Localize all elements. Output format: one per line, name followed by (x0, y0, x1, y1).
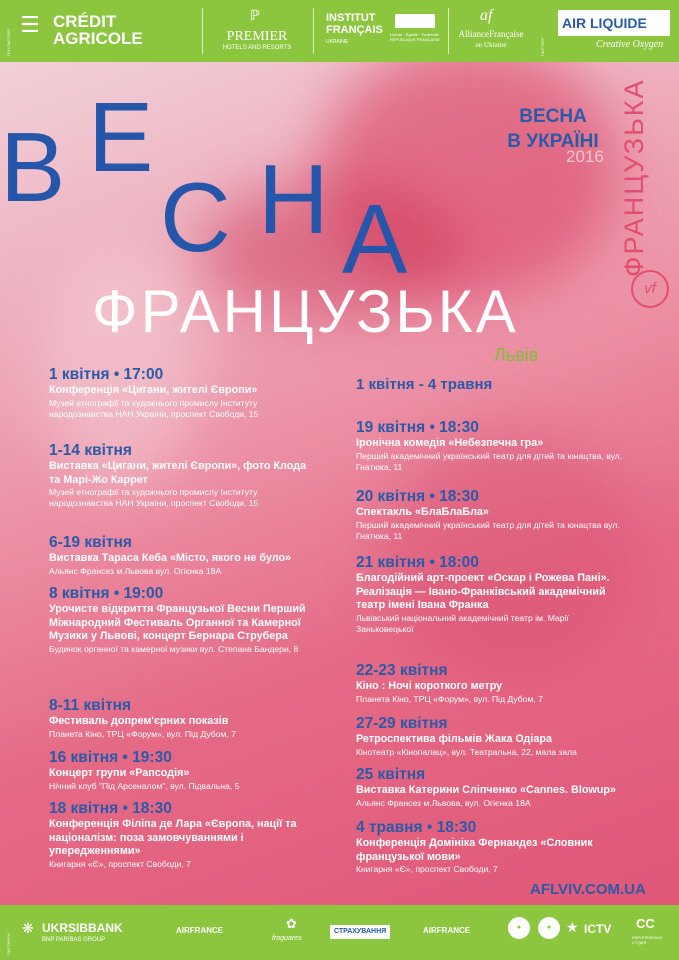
premier-icon: ℙ (250, 7, 260, 23)
event-date: 16 квітня • 19:30 (49, 749, 172, 766)
premier-logo: PREMIER (226, 29, 288, 44)
event-title: Концерт групи «Рапсодія» (49, 767, 190, 779)
top-sponsor-bar (0, 0, 679, 62)
event-item (49, 534, 319, 577)
event-item (356, 662, 646, 705)
ictv-logo: ICTV (584, 922, 612, 936)
event-title: Виставка «Цигани, жителі Європи», фото Клода та Марі-Жо Каррет (49, 460, 307, 486)
event-title: Спектакль «БлаБлаБла» (356, 506, 489, 518)
alliance-francaise-logo: AllianceFrançaise (458, 29, 524, 39)
website-link[interactable]: AFLVIV.COM.UA (530, 881, 646, 898)
event-place: Альянс Франсез м.Львова вул. Огієнка 18А (49, 565, 222, 576)
credit-agricole-logo: CRÉDIT AGRICOLE (53, 12, 143, 48)
event-date: 4 травня • 18:30 (356, 819, 477, 836)
alliance-sub: en Ukraine (475, 41, 507, 49)
event-title: Урочисте відкриття Французької Весни Перший Міжнародний Фестиваль Органної та Камерної Музики у Львові, концерт Бернара Струбера (49, 603, 306, 643)
separator (313, 8, 314, 54)
event-date: 27-29 квітня (356, 715, 448, 732)
froguares-logo: froguares (272, 935, 302, 942)
hero-letter-2: Е (88, 82, 154, 192)
strakh-logo: СТРАХУВАННЯ (334, 928, 387, 935)
event-place: Музей етнографії та художнього промислу Інституту народознавства НАН України, проспект Свободи, 15 (49, 397, 259, 419)
sponsor-label: ПАРТНЕР (540, 37, 545, 56)
event-title: Конференція Філіпа де Лара «Європа, нації та націоналізм: поза замовчуваннями і упередженнями» (49, 818, 297, 858)
event-date: 20 квітня • 18:30 (356, 488, 479, 505)
event-date: 19 квітня • 18:30 (356, 419, 479, 436)
air-liquide-tagline: Creative Oxygen (596, 39, 664, 50)
event-place: Музей етнографії та художнього промислу Інституту народознавства НАН України, проспект Свободи, 15 (49, 487, 259, 509)
event-item (49, 749, 319, 792)
froguares-icon: ✿ (286, 916, 297, 931)
event-place: Планета Кіно, ТРЦ «Форум», вул. Під Дубом, 7 (49, 728, 236, 739)
event-item (49, 800, 314, 870)
event-date: 25 квітня (356, 766, 426, 783)
event-title: Конференція «Цигани, жителі Європи» (49, 384, 258, 396)
event-item (49, 697, 319, 740)
airfrance-logo: AIRFRANCE (176, 926, 224, 935)
event-place: Планета Кіно, ТРЦ «Форум», вул. Під Дубом, 7 (356, 693, 543, 704)
premier-tagline: HOTELS AND RESORTS (222, 45, 292, 51)
event-date: 21 квітня • 18:00 (356, 554, 479, 571)
event-date: 1-14 квітня (49, 442, 132, 459)
event-date: 1 квітня • 17:00 (49, 366, 164, 383)
year: 2016 (566, 147, 604, 166)
sponsor-label: ГЕН.ПАРТНЕР (6, 28, 11, 56)
event-title: Фестиваль допрем'єрних показів (49, 715, 229, 727)
city-name: Львів (494, 345, 539, 365)
event-item (356, 766, 656, 809)
ambassade-text: Liberté · Égalité · Fraternité RÉPUBLIQUE FRANÇAISE (390, 32, 440, 42)
event-place: Нічний клуб "Під Арсеналом", вул. Підвальна, 5 (49, 780, 240, 791)
event-date: 6-19 квітня (49, 534, 132, 551)
event-date: 8-11 квітня (49, 697, 132, 714)
event-place: Львівський національний академічний театр ім. Марії Заньковецької (356, 612, 569, 634)
ukrsibbank-logo: UKRSIBBANK (42, 921, 123, 935)
event-item (356, 715, 656, 758)
sponsor-label: ПАРТНЕРИ (6, 933, 11, 955)
event-item (356, 419, 646, 473)
event-date: 8 квітня • 19:00 (49, 585, 164, 602)
separator (448, 8, 449, 54)
event-item (356, 554, 611, 635)
event-place: Перший академічний український театр для дітей та юнацтва, вул. Гнатюка, 11 (356, 450, 623, 472)
hero-francuzka: ФРАНЦУЗЬКА (92, 278, 519, 345)
alliance-icon: af (480, 7, 493, 24)
separator (202, 8, 203, 54)
event-item (356, 488, 646, 542)
festival-logo-icon: vf (631, 270, 669, 308)
event-item (49, 442, 314, 509)
event-place: Будинок органної та камерної музики вул. Степана Бандери, 8 (49, 643, 299, 654)
event-place: Книгарня «Є», проспект Свободи, 7 (356, 864, 498, 875)
event-title: Виставка Катерини Сліпченко «Cannes. Blowup» (356, 784, 617, 796)
event-item (49, 366, 314, 420)
event-place: Альянс Франсез м.Львова, вул. Огієнка 18А (356, 797, 531, 808)
institut-sub: UKRAINE (326, 39, 349, 45)
ictv-star-icon: ★ (566, 919, 579, 935)
partner-circle-icon: ● (508, 917, 530, 939)
event-title: Благодійний арт-проект «Оскар і Рожева Пані». Реалізація — Івано-Франківський академічний театр імені Івана Франка (356, 572, 610, 612)
event-title: Кіно : Ночі короткого метру (356, 680, 503, 692)
event-place: Книгарня «Є», проспект Свободи, 7 (49, 858, 191, 869)
event-title: Іронічна комедія «Небезпечна гра» (356, 437, 544, 449)
hero-letter-4: Н (258, 144, 329, 254)
french-flag-icon (395, 14, 435, 28)
date-range: 1 квітня - 4 травня (356, 376, 493, 393)
event-place: Перший академічний український театр для дітей та юнацтва вул. Гнатюка, 11 (356, 519, 620, 541)
event-date: 18 квітня • 18:30 (49, 800, 172, 817)
vertical-francuzka: ФРАНЦУЗЬКА (619, 78, 649, 277)
event-item (356, 819, 616, 875)
event-title: Конференція Домініка Фернандез «Словник французької мови» (356, 837, 593, 863)
hero-letter-1: В (0, 112, 66, 222)
credit-agricole-icon: ☰ (20, 12, 40, 37)
ukrsibbank-sub: BNP PARIBAS GROUP (42, 937, 106, 943)
event-item (49, 585, 319, 655)
ukrsib-icon: ❋ (22, 920, 34, 936)
event-place: Кінотеатр «Кінопалац», вул. Театральна, 22, мала зала (356, 746, 577, 757)
bottom-sponsor-bar (0, 905, 679, 960)
airfrance-logo-2: AIRFRANCE (423, 926, 471, 935)
event-title: Ретроспектива фільмів Жака Одіара (356, 733, 552, 745)
ec-logo: ЄВРОПЕЙСЬКА СТУДІЯ (632, 935, 663, 945)
hero-letter-3: С (160, 162, 231, 272)
title-line-2: В УКРАЇНІ (507, 131, 599, 152)
institut-francais-logo: INSTITUT FRANÇAIS (326, 12, 383, 36)
hero-letter-5: А (342, 184, 408, 294)
event-date: 22-23 квітня (356, 662, 448, 679)
ec-icon: CC (636, 916, 655, 931)
event-title: Виставка Тараса Кеба «Місто, якого не було» (49, 552, 292, 564)
partner-circle-icon: ● (538, 917, 560, 939)
title-line-1: ВЕСНА (519, 106, 587, 127)
air-liquide-logo: AIR LIQUIDE (562, 15, 647, 31)
